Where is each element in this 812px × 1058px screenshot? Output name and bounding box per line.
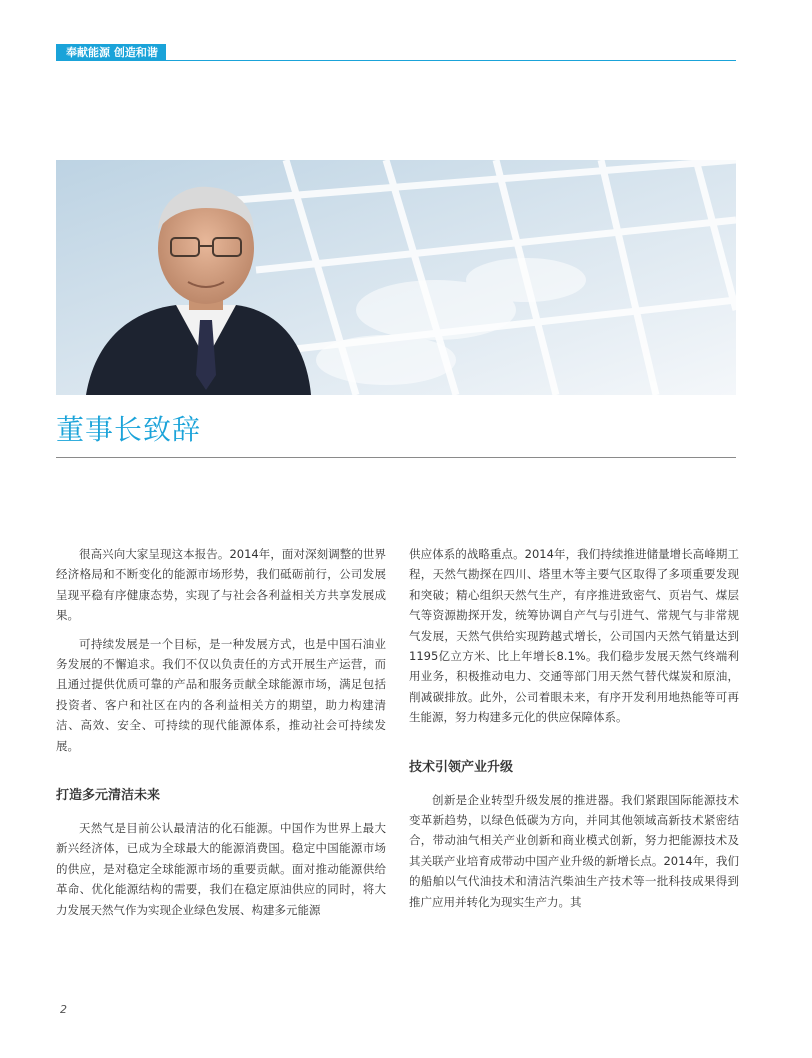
clean-future-paragraph: 天然气是目前公认最清洁的化石能源。中国作为世界上最大新兴经济体，已成为全球最大的能源消费国。稳定中国能源市场的供应，是对稳定全球能源市场的重要贡献。面对推动能源供给革命、优化能源结构的需要，我们在稳定原油供应的同时，将大力发展天然气作为实现企业绿色发展、构建多元能源 (56, 821, 386, 917)
header-bar (56, 44, 166, 61)
section-heading-technology: 技术引领产业升级 (409, 759, 514, 775)
photo-illustration (56, 160, 736, 395)
title-rule (56, 457, 736, 458)
header-tag: 奉献能源 创造和谐 (56, 44, 166, 61)
intro-paragraph-1: 很高兴向大家呈现这本报告。2014年，面对深刻调整的世界经济格局和不断变化的能源市场形势，我们砥砺前行，公司发展呈现平稳有序健康态势，实现了与社会各利益相关方共享发展成果。 (56, 547, 386, 623)
page-title: 董事长致辞 (56, 413, 202, 446)
left-column (56, 544, 386, 928)
intro-paragraph-2: 可持续发展是一个目标，是一种发展方式，也是中国石油业务发展的不懈追求。我们不仅以负责任的方式开展生产运营，而且通过提供优质可靠的产品和服务贡献全球能源市场，满足包括投资者、客户和社区在内的各利益相关方的期望，助力构建清洁、高效、安全、可持续的现代能源体系，推动社会可持续发展。 (56, 636, 386, 753)
section-heading-clean-future: 打造多元清洁未来 (56, 788, 161, 804)
right-column (409, 544, 739, 920)
header-rule (56, 60, 736, 61)
continuation-paragraph: 供应体系的战略重点。2014年，我们持续推进储量增长高峰期工程，天然气勘探在四川、塔里木等主要气区取得了多项重要发现和突破；精心组织天然气生产，有序推进致密气、页岩气、煤层气等资源勘探开发，统筹协调自产气与引进气、常规气与非常规气发展，天然气供给实现跨越式增长，公司国内天然气销量达到1195亿立方米、比上年增长8.1%。我们稳步发展天然气终端利用业务，积极推动电力、交通等部门用天然气替代煤炭和原油，削减碳排放。此外，公司着眼未来，有序开发利用地热能等可再生能源，努力构建多元化的供应保障体系。 (409, 547, 739, 725)
page-number: 2 (60, 1003, 67, 1016)
chairman-photo (56, 160, 736, 395)
technology-paragraph: 创新是企业转型升级发展的推进器。我们紧跟国际能源技术变革新趋势，以绿色低碳为方向，并同其他领域高新技术紧密结合，带动油气相关产业创新和商业模式创新，努力把能源技术及其关联产业培育成带动中国产业升级的新增长点。2014年，我们的船舶以气代油技术和清洁汽柴油生产技术等一批科技成果得到推广应用并转化为现实生产力。其 (409, 792, 739, 909)
